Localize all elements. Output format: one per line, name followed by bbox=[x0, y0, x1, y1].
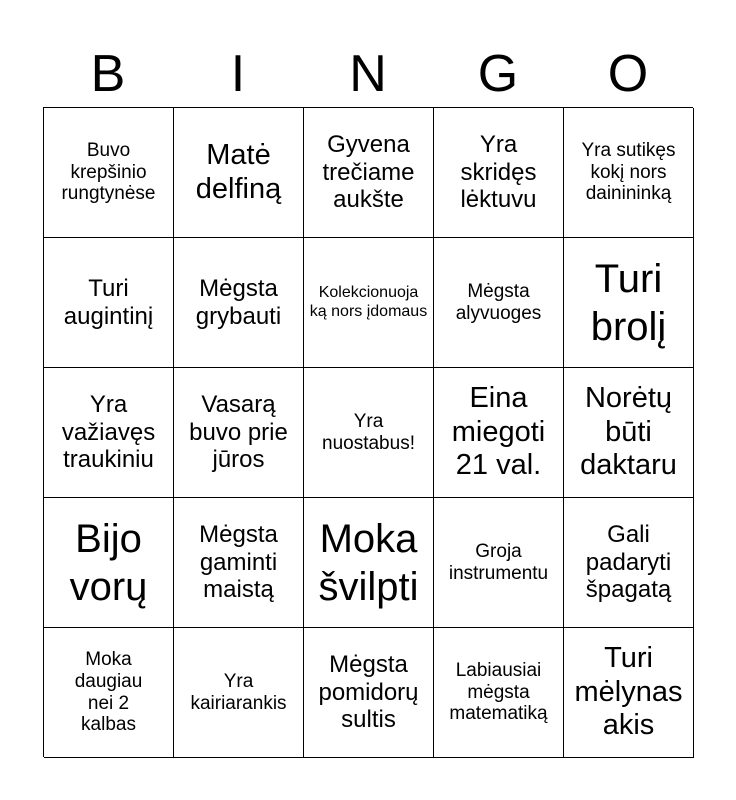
bingo-cell[interactable] bbox=[174, 628, 304, 758]
header-letter-b: B bbox=[90, 45, 126, 103]
cell-label: Buvo krepšinio rungtynėse bbox=[61, 139, 156, 205]
cell-label: Moka daugiau nei 2 kalbas bbox=[74, 648, 143, 736]
bingo-cell[interactable] bbox=[434, 238, 564, 368]
bingo-cell[interactable] bbox=[434, 498, 564, 628]
cell-label: Groja instrumentu bbox=[448, 540, 549, 584]
cell-label: Turi augintinį bbox=[63, 274, 154, 330]
bingo-cell[interactable] bbox=[434, 628, 564, 758]
cell-label: Matė delfiną bbox=[195, 139, 282, 205]
cell-label: Eina miegoti 21 val. bbox=[451, 382, 546, 482]
bingo-cell[interactable] bbox=[44, 238, 174, 368]
bingo-cell[interactable] bbox=[564, 368, 694, 498]
bingo-cell[interactable] bbox=[174, 368, 304, 498]
cell-label: Yra važiavęs traukiniu bbox=[61, 391, 156, 474]
header-letter-i: I bbox=[230, 45, 246, 103]
cell-label: Yra sutikęs kokį nors dainininką bbox=[581, 139, 676, 205]
cell-label: Turi mėlynas akis bbox=[574, 642, 683, 742]
cell-label: Turi brolį bbox=[590, 256, 667, 349]
bingo-cell[interactable] bbox=[304, 368, 434, 498]
bingo-cell[interactable] bbox=[434, 368, 564, 498]
cell-label: Bijo vorų bbox=[69, 516, 148, 609]
cell-label: Vasarą buvo prie jūros bbox=[189, 391, 288, 474]
cell-label: Mėgsta pomidorų sultis bbox=[318, 651, 419, 734]
cell-label: Kolekcionuoja ką nors įdomaus bbox=[309, 284, 428, 320]
cell-label: Yra kairiarankis bbox=[190, 670, 287, 714]
bingo-cell[interactable] bbox=[174, 498, 304, 628]
bingo-board bbox=[43, 107, 693, 757]
bingo-cell[interactable] bbox=[44, 498, 174, 628]
bingo-cell[interactable] bbox=[434, 108, 564, 238]
cell-label: Norėtų būti daktaru bbox=[580, 382, 677, 482]
bingo-cell[interactable] bbox=[304, 498, 434, 628]
bingo-cell[interactable] bbox=[174, 238, 304, 368]
header-letter-g: G bbox=[477, 45, 519, 103]
cell-label: Gyvena trečiame aukšte bbox=[322, 131, 415, 214]
bingo-cell[interactable] bbox=[44, 628, 174, 758]
cell-label: Yra skridęs lėktuvu bbox=[460, 131, 537, 214]
cell-label: Yra nuostabus! bbox=[322, 410, 415, 454]
bingo-cell[interactable] bbox=[304, 108, 434, 238]
bingo-cell[interactable] bbox=[564, 498, 694, 628]
bingo-cell[interactable] bbox=[174, 108, 304, 238]
cell-label: Mėgsta alyvuoges bbox=[455, 280, 542, 324]
cell-label: Mėgsta grybauti bbox=[195, 274, 282, 330]
bingo-cell[interactable] bbox=[304, 628, 434, 758]
cell-label: Moka švilpti bbox=[318, 516, 419, 609]
cell-label: Mėgsta gaminti maistą bbox=[199, 521, 278, 604]
bingo-cell[interactable] bbox=[564, 238, 694, 368]
cell-label: Labiausiai mėgsta matematiką bbox=[449, 659, 548, 725]
header-letter-o: O bbox=[607, 45, 649, 103]
bingo-cell[interactable] bbox=[564, 108, 694, 238]
bingo-cell[interactable] bbox=[564, 628, 694, 758]
cell-label: Gali padaryti špagatą bbox=[585, 521, 672, 604]
bingo-cell[interactable] bbox=[44, 108, 174, 238]
bingo-header bbox=[43, 44, 693, 104]
bingo-cell[interactable] bbox=[44, 368, 174, 498]
header-letter-n: N bbox=[349, 45, 387, 103]
bingo-cell[interactable] bbox=[304, 238, 434, 368]
